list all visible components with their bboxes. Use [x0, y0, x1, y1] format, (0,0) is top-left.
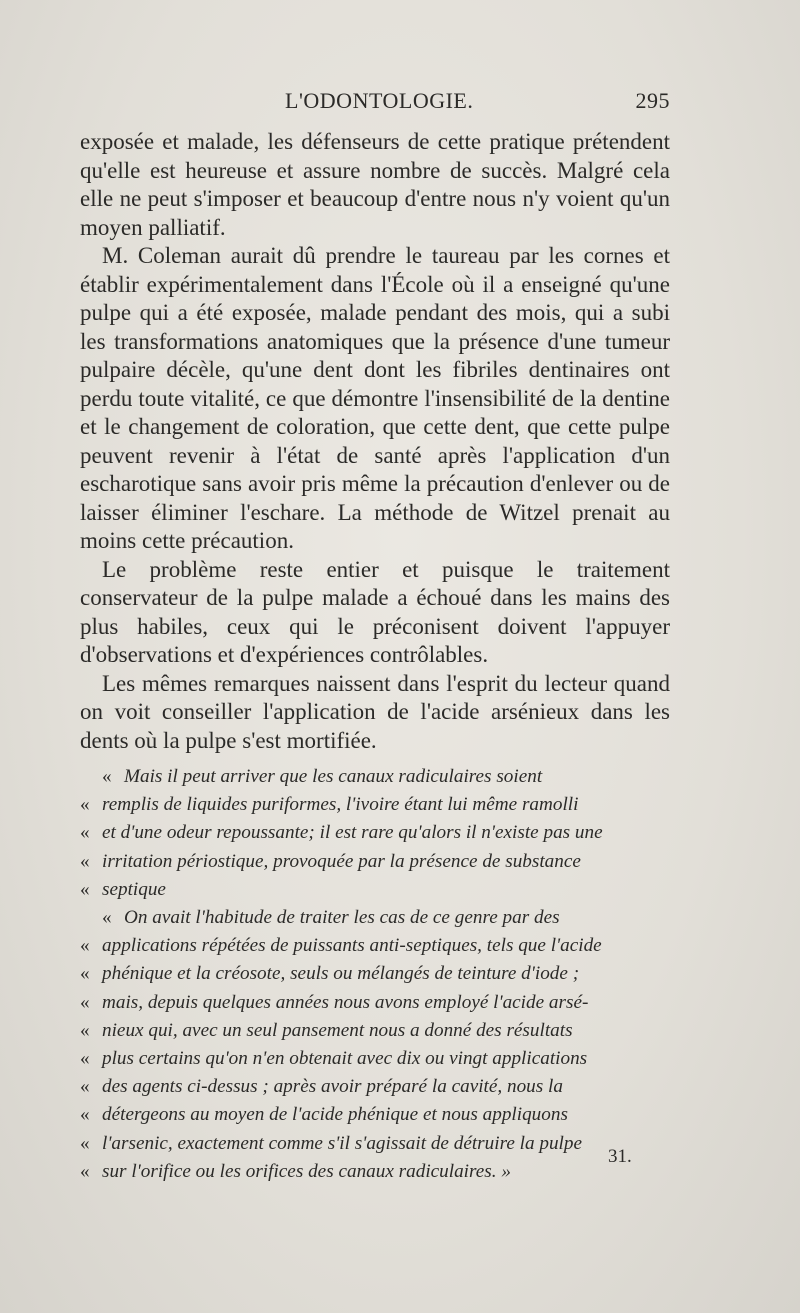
page-number: 295 — [635, 88, 670, 113]
quote-line: « Mais il peut arriver que les canaux radiculaires soient — [102, 766, 543, 787]
running-title: L'ODONTOLOGIE. — [285, 88, 474, 113]
quote-line: « et d'une odeur repoussante; il est rare qu'alors il n'existe pas une — [80, 822, 603, 844]
page-header — [80, 88, 670, 120]
paragraph: M. Coleman aurait dû prendre le taureau par les cornes et établir expérimentalement dans l'École où il a enseigné qu'une pulpe qui a été exposée, malade pendant des mois, qui a subi les transformations anatomiques que la présence d'une tumeur pulpaire décèle, qu'une dent dont les fibriles dentinaires ont perdu toute vitalité, ce que démontre l'insensibilité de la dentine et le changement de coloration, que cette dent, que cette pulpe peuvent revenir à l'état de santé après l'application d'un escharotique sans avoir pris même la précaution d'enlever ou de laisser éliminer l'eschare. La méthode de Witzel prenait au moins cette précaution. — [80, 243, 670, 553]
quote-line: « phénique et la créosote, seuls ou mélangés de teinture d'iode ; — [80, 963, 580, 985]
quote-line: « On avait l'habitude de traiter les cas de ce genre par des — [102, 907, 560, 929]
quote-line: « mais, depuis quelques années nous avons employé l'acide arsé- — [80, 991, 589, 1013]
quote-line: « plus certains qu'on n'en obtenait avec dix ou vingt applications — [80, 1048, 588, 1070]
quote-line: « applications répétées de puissants anti-septiques, tels que l'acide — [80, 935, 602, 957]
quote-line: « des agents ci-dessus ; après avoir préparé la cavité, nous la — [80, 1076, 563, 1098]
quote-line: « irritation périostique, provoquée par la présence de substance — [80, 850, 581, 872]
quote-line: « l'arsenic, exactement comme s'il s'agissait de détruire la pulpe — [80, 1132, 582, 1154]
signature-mark: 31. — [608, 1146, 632, 1167]
quote-line: « détergeons au moyen de l'acide phénique et nous appliquons — [80, 1104, 568, 1126]
quote-line: « sur l'orifice ou les orifices des canaux radiculaires. » — [80, 1160, 511, 1182]
quote-line: « nieux qui, avec un seul pansement nous a donné des résultats — [80, 1019, 573, 1041]
paragraph: exposée et malade, les défenseurs de cette pratique prétendent qu'elle est heureuse et assure nombre de succès. Malgré cela elle ne peut s'imposer et beaucoup d'entre nous n'y voient qu'un moyen palliatif. — [80, 129, 670, 240]
paragraph: Les mêmes remarques naissent dans l'esprit du lecteur quand on voit conseiller l'application de l'acide arsénieux dans les dents où la pulpe s'est mortifiée. — [80, 670, 670, 753]
quote-line: « remplis de liquides puriformes, l'ivoire étant lui même ramolli — [80, 794, 579, 816]
quotation-block — [80, 904, 670, 1186]
paragraph: Le problème reste entier et puisque le traitement conservateur de la pulpe malade a échoué dans les mains des plus habiles, ceux qui le préconisent doivent l'appuyer d'observations et d'expériences contrôlables. — [80, 556, 670, 667]
quotation-block — [80, 763, 670, 904]
quote-line: « septique — [80, 878, 166, 900]
body-text — [80, 128, 670, 1186]
